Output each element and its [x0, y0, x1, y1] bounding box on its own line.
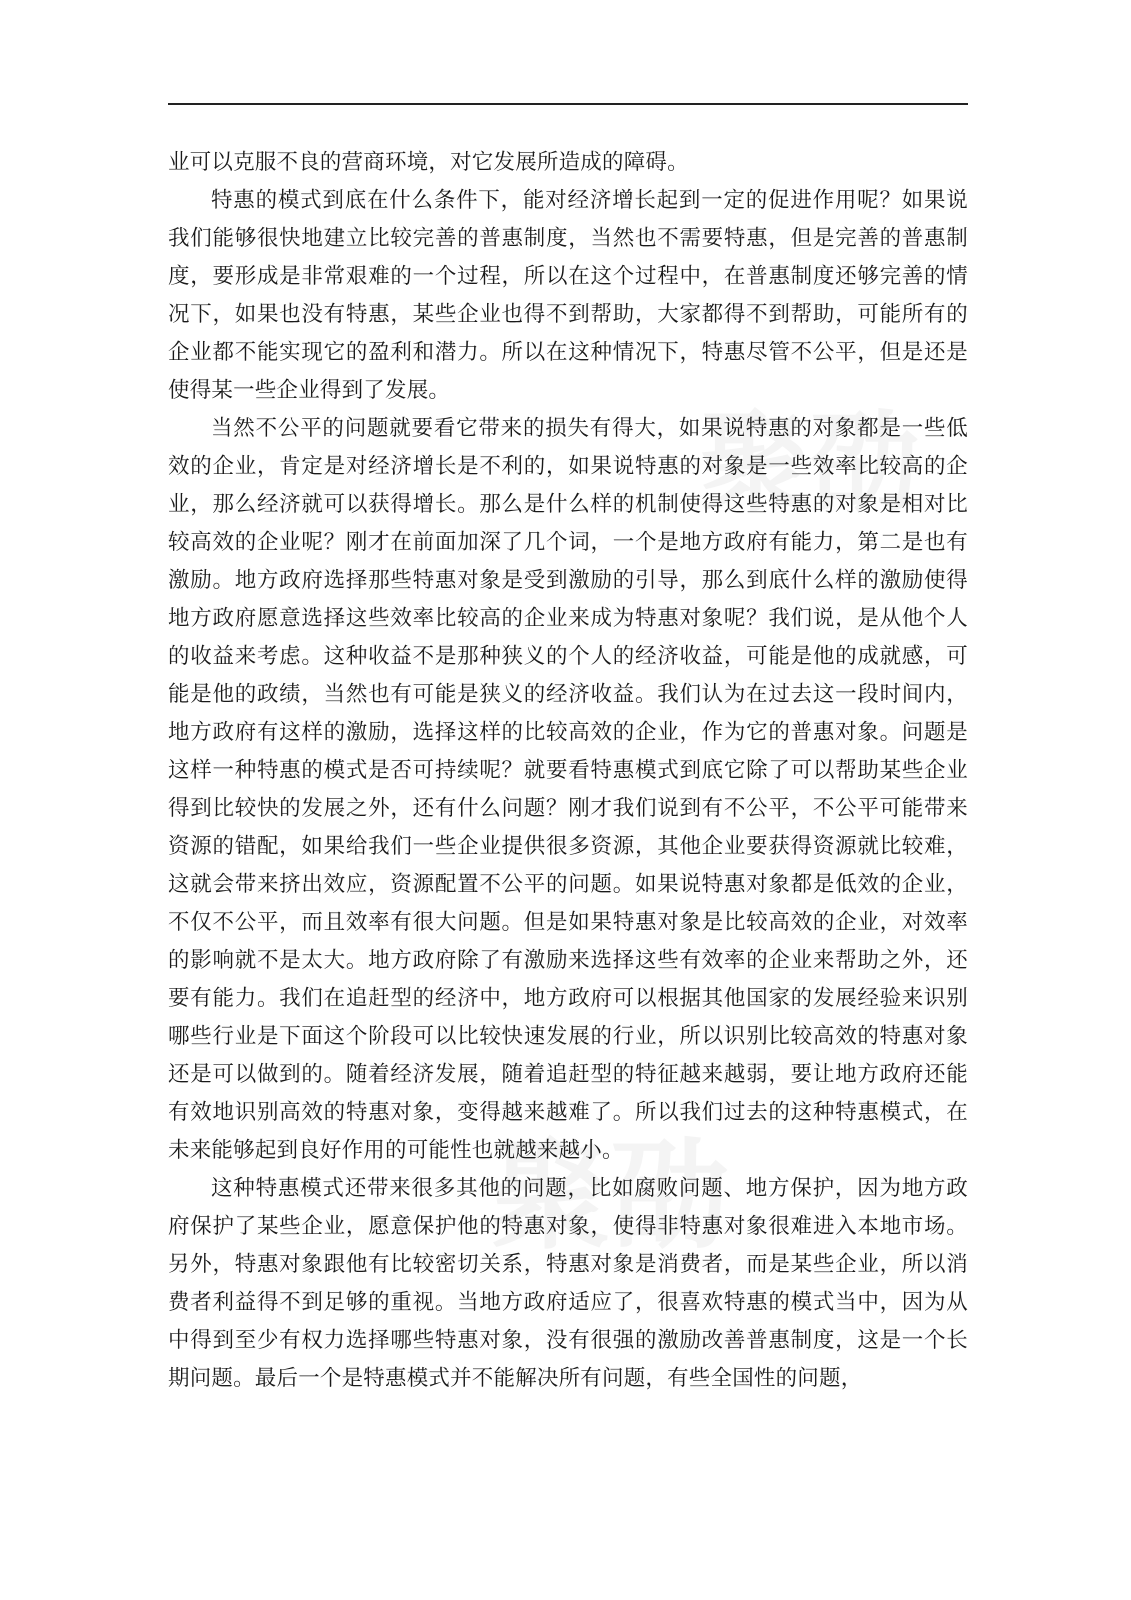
- body-text: [168, 144, 968, 1398]
- paragraph-2: 特惠的模式到底在什么条件下，能对经济增长起到一定的促进作用呢？如果说我们能够很快地建立比较完善的普惠制度，当然也不需要特惠，但是完善的普惠制度，要形成是非常艰难的一个过程，所以在这个过程中，在普惠制度还够完善的情况下，如果也没有特惠，某些企业也得不到帮助，大家都得不到帮助，可能所有的企业都不能实现它的盈利和潜力。所以在这种情况下，特惠尽管不公平，但是还是使得某一些企业得到了发展。: [168, 188, 968, 403]
- paragraph-1: 业可以克服不良的营商环境，对它发展所造成的障碍。: [168, 150, 689, 175]
- header-rule: [168, 103, 968, 105]
- paragraph-3: 当然不公平的问题就要看它带来的损失有得大，如果说特惠的对象都是一些低效的企业，肯定是对经济增长是不利的，如果说特惠的对象是一些效率比较高的企业，那么经济就可以获得增长。那么是什么样的机制使得这些特惠的对象是相对比较高效的企业呢？刚才在前面加深了几个词，一个是地方政府有能力，第二是也有激励。地方政府选择那些特惠对象是受到激励的引导，那么到底什么样的激励使得地方政府愿意选择这些效率比较高的企业来成为特惠对象呢？我们说，是从他个人的收益来考虑。这种收益不是那种狭义的个人的经济收益，可能是他的成就感，可能是他的政绩，当然也有可能是狭义的经济收益。我们认为在过去这一段时间内，地方政府有这样的激励，选择这样的比较高效的企业，作为它的普惠对象。问题是这样一种特惠的模式是否可持续呢？就要看特惠模式到底它除了可以帮助某些企业得到比较快的发展之外，还有什么问题？刚才我们说到有不公平，不公平可能带来资源的错配，如果给我们一些企业提供很多资源，其他企业要获得资源就比较难，这就会带来挤出效应，资源配置不公平的问题。如果说特惠对象都是低效的企业，不仅不公平，而且效率有很大问题。但是如果特惠对象是比较高效的企业，对效率的影响就不是太大。地方政府除了有激励来选择这些有效率的企业来帮助之外，还要有能力。我们在追赶型的经济中，地方政府可以根据其他国家的发展经验来识别哪些行业是下面这个阶段可以比较快速发展的行业，所以识别比较高效的特惠对象还是可以做到的。随着经济发展，随着追赶型的特征越来越弱，要让地方政府还能有效地识别高效的特惠对象，变得越来越难了。所以我们过去的这种特惠模式，在未来能够起到良好作用的可能性也就越来越小。: [168, 416, 968, 1163]
- paragraph-4: 这种特惠模式还带来很多其他的问题，比如腐败问题、地方保护，因为地方政府保护了某些企业，愿意保护他的特惠对象，使得非特惠对象很难进入本地市场。另外，特惠对象跟他有比较密切关系，特惠对象是消费者，而是某些企业，所以消费者利益得不到足够的重视。当地方政府适应了，很喜欢特惠的模式当中，因为从中得到至少有权力选择哪些特惠对象，没有很强的激励改善普惠制度，这是一个长期问题。最后一个是特惠模式并不能解决所有问题，有些全国性的问题，: [168, 1176, 968, 1391]
